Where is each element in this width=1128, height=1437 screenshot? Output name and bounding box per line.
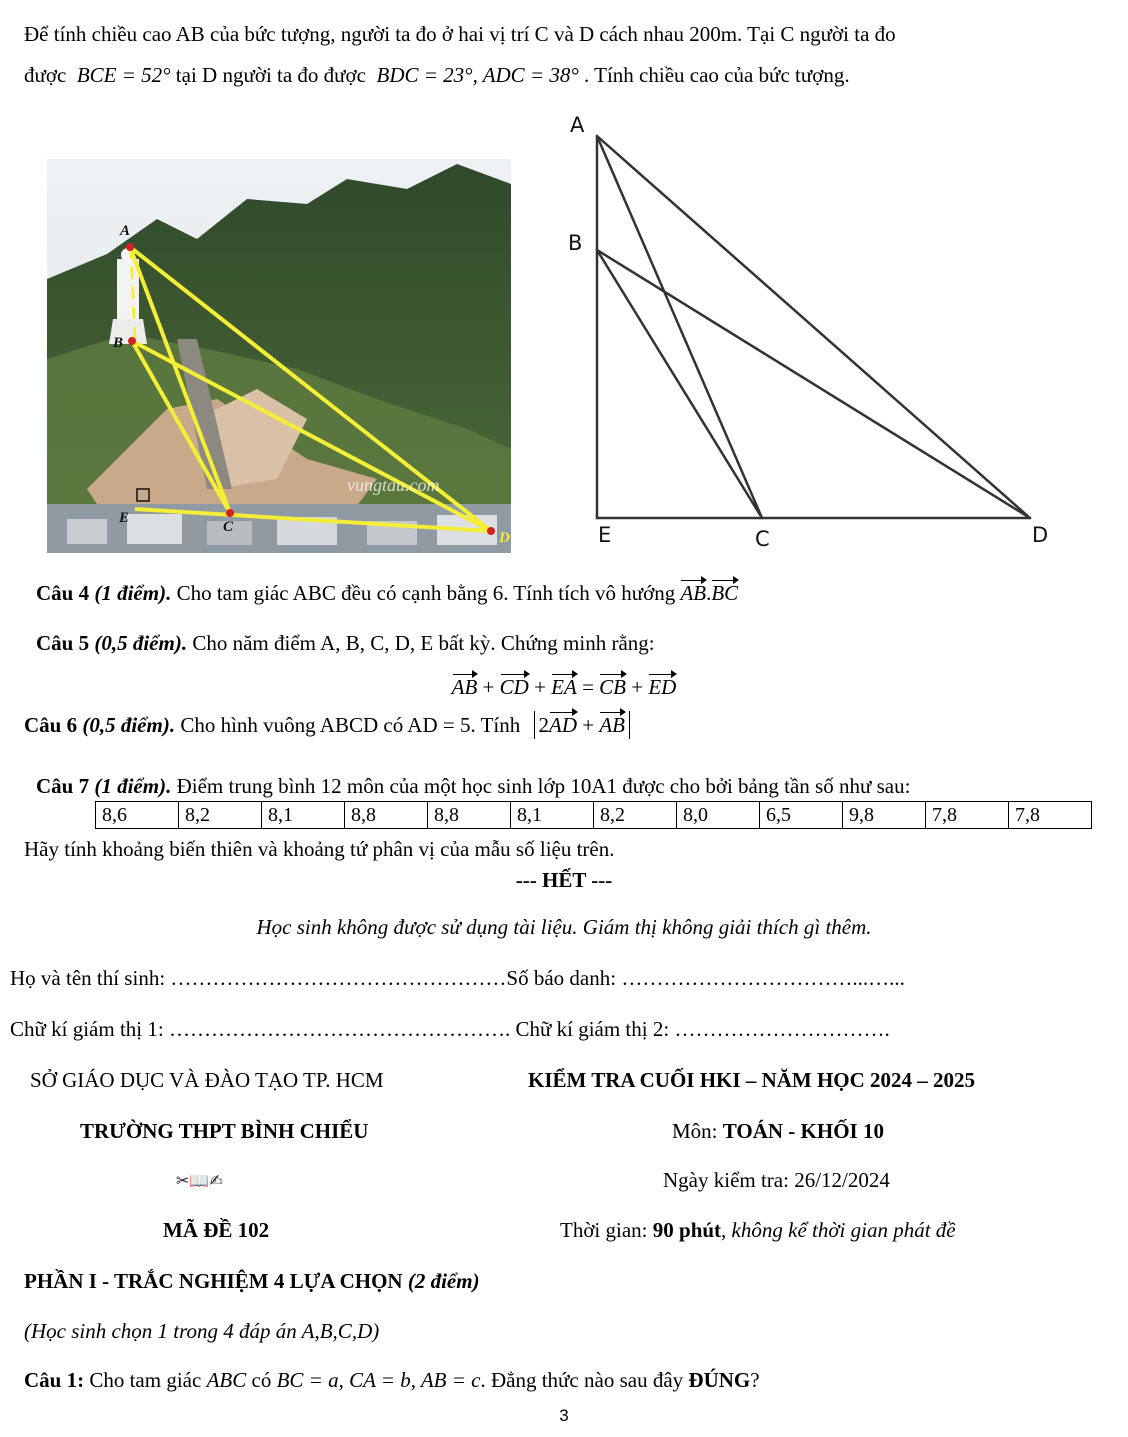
candidate-line-1: [10, 964, 905, 992]
statue-photo: [47, 159, 511, 553]
frequency-table-grid: [95, 801, 1092, 829]
q5-text: Cho năm điểm A, B, C, D, E bất kỳ. Chứng minh rằng:: [192, 631, 655, 655]
q7-points: (1 điểm).: [94, 774, 172, 798]
q6-magnitude: 2AD + AB: [534, 711, 631, 739]
line-ad: [597, 136, 1030, 518]
part-1-instruction: (Học sinh chọn 1 trong 4 đáp án A,B,C,D): [24, 1319, 380, 1343]
frequency-table: [95, 801, 1092, 829]
subject-value: TOÁN - KHỐI 10: [722, 1119, 884, 1143]
line-ac: [597, 136, 762, 518]
q3-angles-d: BDC = 23°, ADC = 38°: [376, 63, 579, 87]
q5-vec-ed: ED: [648, 675, 677, 699]
q5-label: Câu 5: [36, 631, 90, 655]
q5-vec-ab: AB: [451, 675, 478, 699]
q3-line-2: [24, 61, 850, 89]
q4-text: Cho tam giác ABC đều có cạnh bằng 6. Tính tích vô hướng: [176, 581, 676, 605]
statue-photo-drawing: [47, 159, 511, 553]
q3-angle-bce: BCE = 52°: [76, 63, 171, 87]
question-7: [36, 772, 910, 800]
table-cell: 8,0: [677, 802, 760, 829]
q6-points: (0,5 điểm).: [82, 713, 176, 737]
subject-label: Môn:: [672, 1119, 723, 1143]
part-1-heading: PHẦN I - TRẮC NGHIỆM 4 LỰA CHỌN: [24, 1269, 408, 1293]
q7-followup: Hãy tính khoảng biến thiên và khoảng tứ phân vị của mẫu số liệu trên.: [24, 837, 615, 861]
q1-text-b: có: [246, 1368, 277, 1392]
q5-equation: AB + CD + EA = CB + ED: [451, 675, 677, 699]
diagram-label-c: C: [755, 527, 770, 551]
table-row: [96, 802, 1092, 829]
q5-points: (0,5 điểm).: [94, 631, 188, 655]
sig2-field[interactable]: ………………………….: [674, 1017, 890, 1041]
notice: Học sinh không được sử dụng tài liệu. Giám thị không giải thích gì thêm.: [256, 915, 872, 939]
photo-label-d: D: [499, 530, 510, 546]
q4-vector-bc: BC: [711, 581, 739, 605]
q4-points: (1 điểm).: [94, 581, 172, 605]
question-5: [36, 629, 655, 657]
geometry-diagram: [560, 110, 1060, 555]
q6-vec-ab: AB: [599, 713, 625, 737]
table-cell: 9,8: [843, 802, 926, 829]
table-cell: 8,2: [594, 802, 677, 829]
q5-vec-cb: CB: [599, 675, 627, 699]
photo-label-a: A: [120, 223, 131, 239]
q4-vector-ab: AB: [680, 581, 707, 605]
q1-label: Câu 1:: [24, 1368, 85, 1392]
photo-watermark: vungtau.com: [347, 475, 440, 495]
line-bc: [597, 250, 762, 518]
page-number: 3: [559, 1406, 569, 1425]
table-cell: 8,2: [179, 802, 262, 829]
name-field[interactable]: …………………………………………: [170, 966, 507, 990]
school-name: TRƯỜNG THPT BÌNH CHIỂU: [80, 1119, 369, 1143]
time-label: Thời gian:: [560, 1218, 653, 1242]
sig1-label: Chữ kí giám thị 1:: [10, 1017, 169, 1041]
department: SỞ GIÁO DỤC VÀ ĐÀO TẠO TP. HCM: [30, 1068, 384, 1092]
name-label: Họ và tên thí sinh:: [10, 966, 171, 990]
exam-title: KIỂM TRA CUỐI HKI – NĂM HỌC 2024 – 2025: [528, 1068, 976, 1092]
question-6: [24, 711, 630, 739]
q1-text-a: Cho tam giác: [84, 1368, 207, 1392]
q1-triangle: ABC: [206, 1368, 247, 1392]
id-field[interactable]: ……………………………...…...: [621, 966, 905, 990]
exam-date: Ngày kiểm tra: 26/12/2024: [663, 1168, 890, 1192]
q6-vec-ad: AD: [549, 713, 577, 737]
q1-text-d: ?: [750, 1368, 760, 1392]
q7-text: Điểm trung bình 12 môn của một học sinh lớp 10A1 được cho bởi bảng tần số như sau:: [176, 774, 911, 798]
table-cell: 8,8: [428, 802, 511, 829]
id-label: Số báo danh:: [506, 966, 622, 990]
time-value: 90 phút: [652, 1218, 722, 1242]
subject: [672, 1117, 884, 1145]
q7-label: Câu 7: [36, 774, 90, 798]
time-note: , không kể thời gian phát đề: [721, 1218, 956, 1242]
table-cell: 6,5: [760, 802, 843, 829]
q6-label: Câu 6: [24, 713, 78, 737]
table-cell: 8,1: [511, 802, 594, 829]
q6-coef: 2: [538, 713, 549, 737]
q4-label: Câu 4: [36, 581, 90, 605]
table-cell: 7,8: [926, 802, 1009, 829]
table-cell: 8,6: [96, 802, 179, 829]
exam-time: [560, 1216, 956, 1244]
geometry-diagram-drawing: [560, 110, 1060, 555]
diagram-label-e: E: [598, 523, 612, 547]
photo-label-b: B: [113, 335, 124, 351]
q1-text-c: . Đẳng thức nào sau đây: [480, 1368, 689, 1392]
end-mark: --- HẾT ---: [515, 868, 613, 892]
ornament: ✂📖✍: [176, 1171, 223, 1190]
table-cell: 8,1: [262, 802, 345, 829]
q3-line-1: Để tính chiều cao AB của bức tượng, người ta đo ở hai vị trí C và D cách nhau 200m. Tại C người ta đo: [24, 22, 896, 46]
q5-vec-ea: EA: [551, 675, 577, 699]
sig1-field[interactable]: ………………………………………….: [168, 1017, 511, 1041]
part-1-title: [24, 1267, 480, 1295]
q1-emphasis: ĐÚNG: [688, 1368, 751, 1392]
question-4: Câu 4 (1 điểm). Cho tam giác ABC đều có cạnh bằng 6. Tính tích vô hướng AB.BC: [36, 581, 739, 605]
photo-label-e: E: [119, 510, 130, 526]
q1-conditions: BC = a, CA = b, AB = c: [276, 1368, 481, 1392]
q6-text: Cho hình vuông ABCD có AD = 5. Tính: [180, 713, 521, 737]
q5-vec-cd: CD: [499, 675, 529, 699]
question-1: [24, 1366, 760, 1394]
part-1-points: (2 điểm): [407, 1269, 480, 1293]
candidate-line-2: [10, 1015, 890, 1043]
q3-suffix: . Tính chiều cao của bức tượng.: [584, 63, 850, 87]
line-bd: [597, 250, 1030, 518]
exam-code: MÃ ĐỀ 102: [163, 1218, 270, 1242]
q3-prefix: được: [24, 63, 67, 87]
q3-mid: tại D người ta đo được: [175, 63, 366, 87]
diagram-label-a: A: [570, 113, 585, 137]
table-cell: 7,8: [1009, 802, 1092, 829]
photo-label-c: C: [223, 519, 234, 535]
diagram-label-b: B: [568, 231, 583, 255]
table-cell: 8,8: [345, 802, 428, 829]
diagram-label-d: D: [1032, 523, 1049, 547]
sig2-label: Chữ kí giám thị 2:: [510, 1017, 675, 1041]
